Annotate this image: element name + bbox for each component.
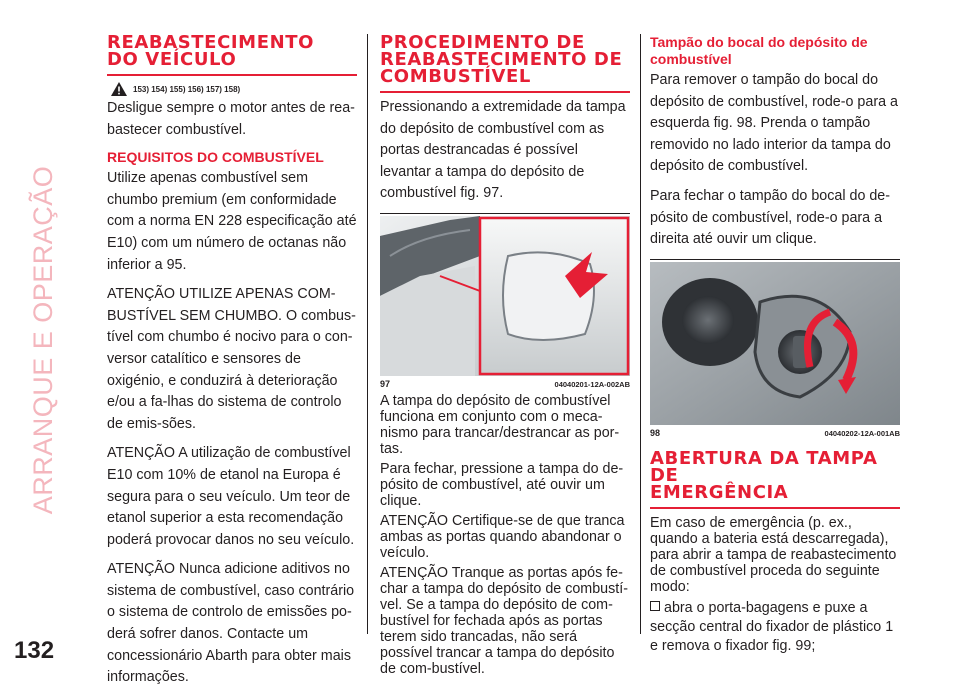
fuel-cap-close-text: Para fechar o tampão do bocal do de-pósito de combustível, rode-o para a direita até ouvir um clique. [650,187,891,248]
procedure-intro: Pressionando a extremidade da tampa do depósito de combustível com as portas destrancadas é possível levantar a tampa do depósito de combustível fig. 97. [380,99,626,202]
figure-top-rule [380,213,630,214]
section-side-label: ARRANQUE E OPERAÇÃO [28,165,58,515]
warning-references: 153) 154) 155) 156) 157) 158) [133,84,241,94]
title-line-2: REABASTECIMENTO DE [380,49,623,70]
fuel-requirements-heading: REQUISITOS DO COMBUSTÍVEL [107,149,324,166]
title-line-1: ABERTURA DA TAMPA DE [650,447,878,486]
column-divider [640,34,641,634]
title-rule [107,74,357,76]
column-fuel-cap [650,34,900,664]
warning-unleaded: ATENÇÃO UTILIZE APENAS COM-BUSTÍVEL SEM CHUMBO. O combus-tível com chumbo é nocivo para o con-versor catalítico e sensores de oxigénio, e conduzirá à deterioração e/ou a fa-lhas do sistema de controlo de emis-sões. [107,286,356,432]
emergency-intro: Em caso de emergência (p. ex., quando a bateria está descarregada), para abrir a tampa de reabastecimento de combustível proceda do seguinte modo: [650,514,897,595]
figure-caption [380,379,630,389]
warning-lock-doors: ATENÇÃO Certifique-se de que tranca ambas as portas quando abandonar o veículo. [380,512,625,561]
figure-code: 04040202-12A-001AB [824,428,900,438]
figure-number: 98 [650,427,661,438]
fuel-door-close-text: Para fechar, pressione a tampa do de-pósito de combustível, até ouvir um clique. [380,460,624,509]
fuel-door-linked-text: A tampa do depósito de combustível funciona em conjunto com o meca-nismo para trancar/destrancar as por-tas. [380,392,620,457]
fuel-door-illustration [380,216,630,376]
title-rule [380,91,630,93]
warning-additives: ATENÇÃO Nunca adicione aditivos no sistema de combustível, caso contrário o sistema de controlo de emissões po-derá sofrer danos. Contacte um concessionário Abarth para obter mais informações. [107,561,355,686]
figure-97 [380,213,630,389]
figure-top-rule [650,259,900,260]
intro-text: Desligue sempre o motor antes de rea-bastecer combustível. [107,100,355,138]
fuel-requirements-text: Utilize apenas combustível sem chumbo premium (em conformidade com a norma EN 228 especificação até E10) com um número de octanas não inferior a 95. [107,170,357,273]
column-divider [367,34,368,634]
title-line-1: REABASTECIMENTO [107,32,315,53]
fuel-cap-remove-text: Para remover o tampão do bocal do depósito de combustível, rode-o para a esquerda fig. 98. Prenda o tampão removido no lado interior da tampa do depósito de combustível. [650,72,898,175]
title-line-3: COMBUSTÍVEL [380,66,531,87]
fuel-cap-illustration [650,262,900,425]
title-line-2: DO VEÍCULO [107,49,237,70]
emergency-step-text: abra o porta-bagagens e puxe a secção central do fixador de plástico 1 e remova o fixador fig. 99; [650,599,894,654]
figure-code: 04040201-12A-002AB [554,379,630,389]
fuel-cap-photo [650,262,900,425]
section-title [380,34,630,85]
emergency-title [650,447,900,503]
fuel-door-photo [380,216,630,376]
section-title [107,34,357,68]
warning-triangle-icon [111,82,127,96]
title-line-2: EMERGÊNCIA [650,481,789,503]
figure-98 [650,259,900,438]
column-procedure [380,34,630,681]
figure-caption [650,428,900,438]
column-refuelling [107,34,357,697]
title-rule [650,507,900,509]
figure-number: 97 [380,378,391,389]
warning-e10: ATENÇÃO A utilização de combustível E10 com 10% de etanol na Europa é segura para o seu veículo. Um teor de etanol superior a esta recomendação poderá provocar danos no seu veículo. [107,445,355,548]
checkbox-bullet-icon [650,601,660,611]
emergency-step [650,599,900,656]
title-line-1: PROCEDIMENTO DE [380,32,585,53]
warning-refs [111,82,357,96]
warning-lock-after-closing: ATENÇÃO Tranque as portas após fe-char a tampa do depósito de combustí-vel. Se a tampa do depósito de com-bustível for fechada após as portas terem sido trancadas, não será possível trancar a tampa do depósito de com-bustível. [380,564,628,677]
page-number: 132 [14,637,55,664]
fuel-cap-heading: Tampão do bocal do depósito de combustível [650,34,868,67]
